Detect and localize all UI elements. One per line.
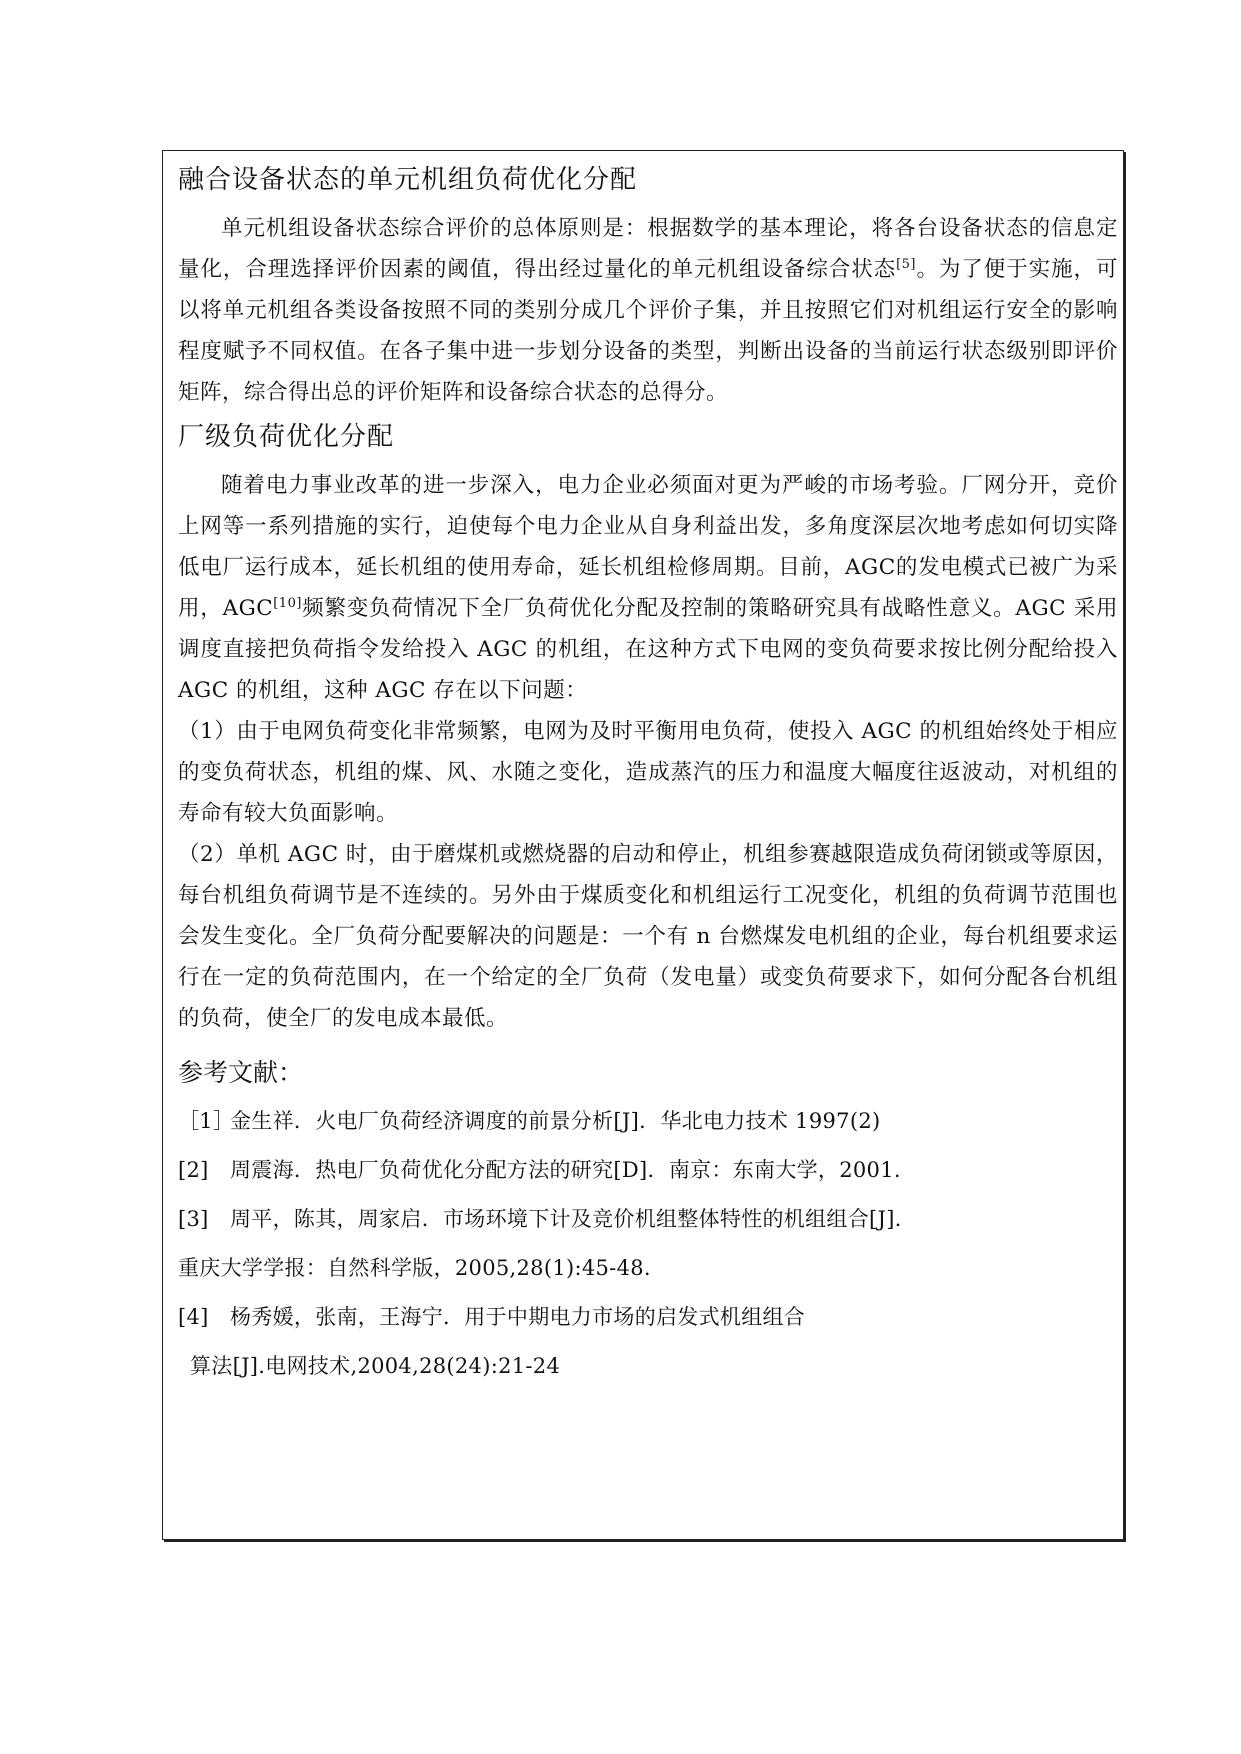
reference-number: [4]: [178, 1305, 209, 1329]
reference-text: 算法[J].电网技术,2004,28(24):21-24: [190, 1354, 561, 1378]
paragraph-agc-intro: [178, 465, 1118, 711]
reference-number: [2]: [178, 1158, 209, 1182]
reference-text: 周平，陈其，周家启．市场环境下计及竞价机组整体特性的机组组合[J]．: [230, 1207, 917, 1231]
paragraph-text: 随着电力事业改革的进一步深入，电力企业必须面对更为严峻的市场考验。厂网分开，竞价上网等一系列措施的实行，迫使每个电力企业从自身利益出发，多角度深层次地考虑如何切实降低电厂运行成本，延长机组的使用寿命，延长机组检修周期。目前，AGC的发电模式已被广为采用，AGC: [178, 473, 1118, 621]
reference-text: 金生祥．火电厂负荷经济调度的前景分析[J]．华北电力技术 1997(2): [230, 1109, 881, 1133]
reference-item: [178, 1195, 1118, 1244]
references-title: 参考文献：: [178, 1058, 304, 1087]
reference-text: 重庆大学学报：自然科学版，2005,28(1):45-48.: [178, 1256, 651, 1280]
paragraph-problem-2: （2）单机 AGC 时，由于磨煤机或燃烧器的启动和停止，机组参赛越限造成负荷闭锁或等原因，每台机组负荷调节是不连续的。另外由于煤质变化和机组运行工况变化，机组的负荷调节范围也会发生变化。全厂负荷分配要解决的问题是：一个有 n 台燃煤发电机组的企业，每台机组要求运行在一定的负荷范围内，在一个给定的全厂负荷（发电量）或变负荷要求下，如何分配各台机组的负荷，使全厂的发电成本最低。: [178, 842, 1118, 1031]
reference-item: [178, 1097, 1118, 1146]
paragraph-text: 频繁变负荷情况下全厂负荷优化分配及控制的策略研究具有战略性意义。AGC 采用调度直接把负荷指令发给投入 AGC 的机组，在这种方式下电网的变负荷要求按比例分配给投入 AGC 的机组，这种 AGC 存在以下问题：: [178, 596, 1118, 703]
paragraph-unit-evaluation: [178, 208, 1118, 413]
reference-item: [178, 1293, 1118, 1342]
citation-superscript: [10]: [273, 595, 302, 611]
section-title-unit-load: 融合设备状态的单元机组负荷优化分配: [178, 165, 638, 195]
reference-continuation: [178, 1244, 1118, 1293]
reference-item: [178, 1146, 1118, 1195]
document-content: [178, 160, 1118, 1391]
paragraph-problem-1: （1）由于电网负荷变化非常频繁，电网为及时平衡用电负荷，使投入 AGC 的机组始终处于相应的变负荷状态，机组的煤、风、水随之变化，造成蒸汽的压力和温度大幅度往返波动，对机组的寿命有较大负面影响。: [178, 719, 1118, 826]
reference-text: 周震海．热电厂负荷优化分配方法的研究[D]．南京：东南大学，2001.: [230, 1158, 901, 1182]
reference-number: [3]: [178, 1207, 209, 1231]
reference-number: ［1］: [178, 1109, 235, 1133]
paragraph-text: 单元机组设备状态综合评价的总体原则是：根据数学的基本理论，将各台设备状态的信息定量化，合理选择评价因素的阈值，得出经过量化的单元机组设备综合状态: [178, 216, 1118, 282]
reference-text: 杨秀媛，张南，王海宁．用于中期电力市场的启发式机组组合: [230, 1305, 806, 1329]
paragraph-text: 。为了便于实施，可以将单元机组各类设备按照不同的类别分成几个评价子集，并且按照它们对机组运行安全的影响程度赋予不同权值。在各子集中进一步划分设备的类型，判断出设备的当前运行状态级别即评价矩阵，综合得出总的评价矩阵和设备综合状态的总得分。: [178, 257, 1118, 405]
reference-continuation: [178, 1342, 1118, 1391]
section-title-plant-load: 厂级负荷优化分配: [178, 422, 395, 452]
citation-superscript: [5]: [896, 256, 917, 272]
